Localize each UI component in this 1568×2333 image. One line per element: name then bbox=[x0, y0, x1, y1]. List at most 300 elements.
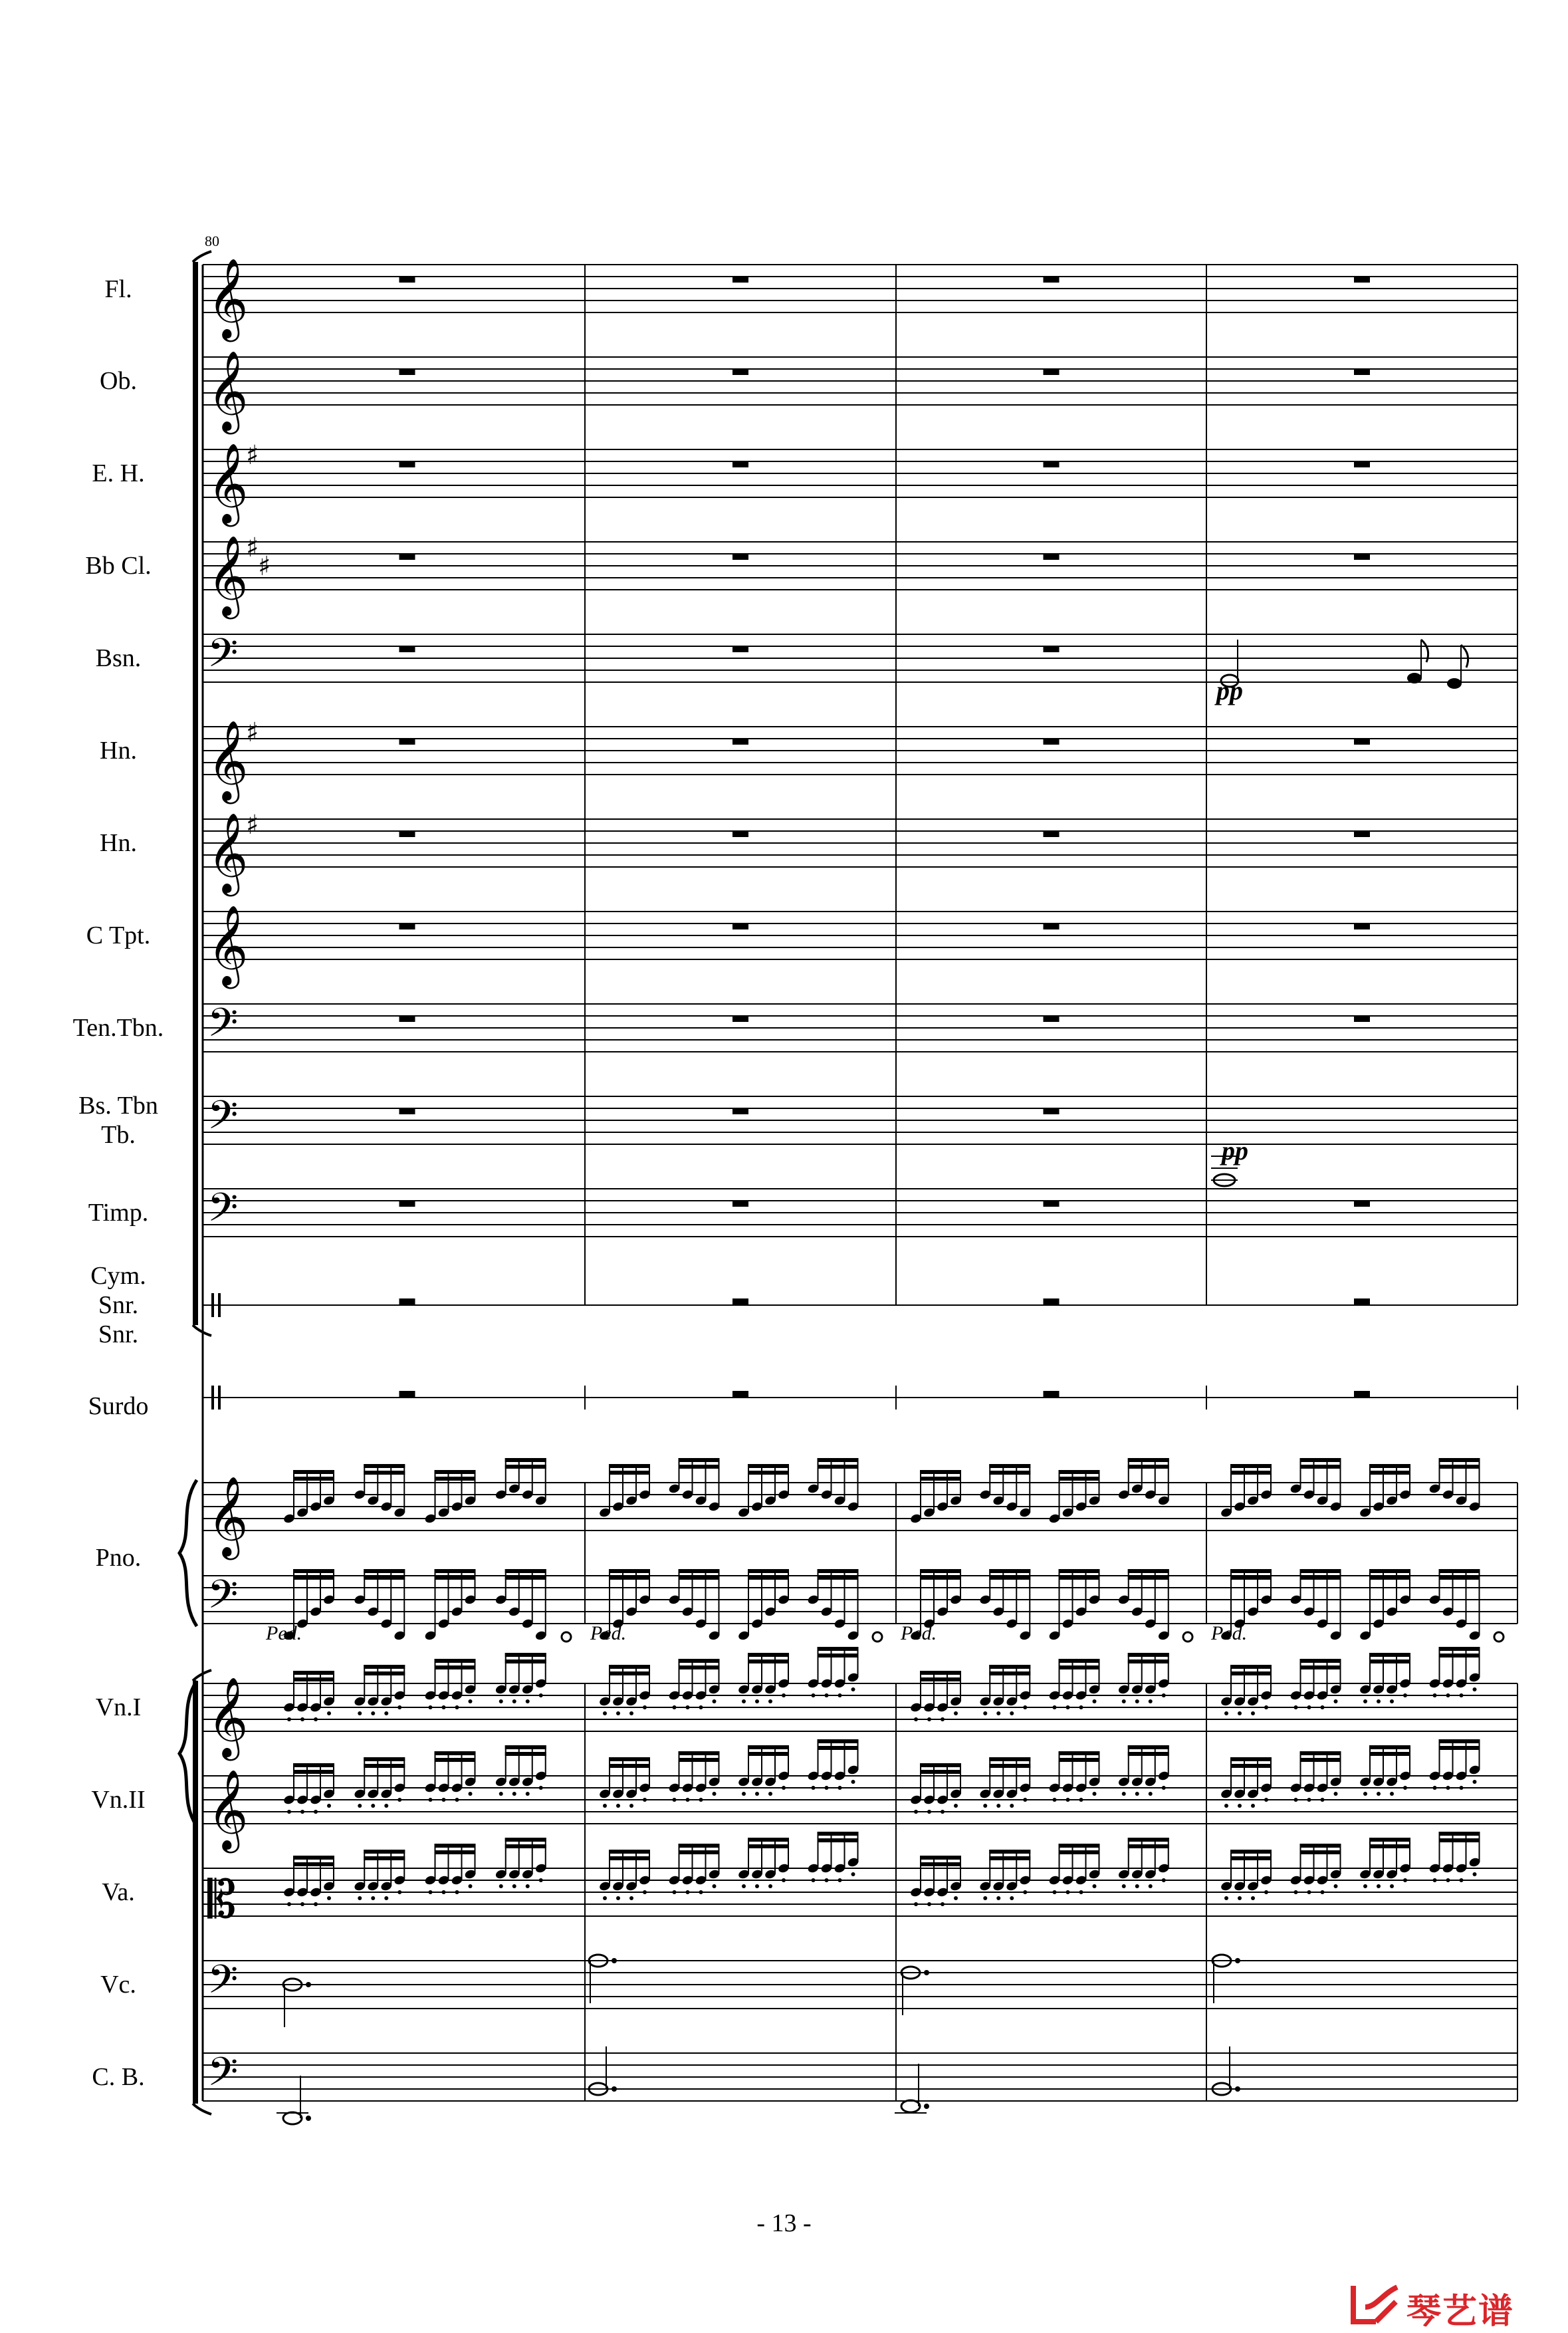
string-figure-beam bbox=[920, 1856, 961, 1860]
string-figure-staccato-dot bbox=[954, 1804, 958, 1808]
string-figure-staccato-dot bbox=[603, 1804, 607, 1808]
piano-lh-figure-beam bbox=[818, 1576, 859, 1580]
logo-text: 琴艺谱 bbox=[1406, 2292, 1515, 2332]
string-figure-beam bbox=[679, 1758, 720, 1762]
piano-rh-figure-beam bbox=[293, 1477, 334, 1481]
string-figure-staccato-dot bbox=[314, 1810, 318, 1814]
string-figure-staccato-dot bbox=[603, 1896, 607, 1900]
bass-trombone-dynamic: pp bbox=[1222, 1136, 1248, 1166]
piano-lh-figure-beam bbox=[435, 1576, 476, 1580]
string-figure-beam bbox=[435, 1751, 476, 1755]
string-figure-beam bbox=[435, 1844, 476, 1848]
treble-clef-icon: 𝄞 bbox=[207, 904, 249, 985]
piano-rh-figure-beam bbox=[1059, 1477, 1100, 1481]
string-figure-staccato-dot bbox=[1122, 1884, 1126, 1888]
string-figure-staccato-dot bbox=[371, 1711, 375, 1715]
piano-lh-figure-beam bbox=[364, 1576, 405, 1580]
string-figure-staccato-dot bbox=[1162, 1786, 1166, 1790]
string-figure-staccato-dot bbox=[1294, 1705, 1298, 1709]
string-figure-staccato-dot bbox=[1149, 1792, 1153, 1796]
whole-bar-rest bbox=[1044, 1201, 1060, 1207]
string-figure-beam bbox=[505, 1752, 546, 1756]
string-figure-staccato-dot bbox=[1473, 1872, 1477, 1876]
string-figure-staccato-dot bbox=[983, 1711, 987, 1715]
piano-rh-figure-beam bbox=[435, 1477, 476, 1481]
string-figure-beam bbox=[920, 1763, 961, 1767]
whole-bar-rest bbox=[1044, 646, 1060, 652]
string-figure-staccato-dot bbox=[327, 1711, 331, 1715]
string-figure-staccato-dot bbox=[629, 1711, 633, 1715]
string-figure-staccato-dot bbox=[812, 1693, 816, 1697]
string-figure-beam bbox=[505, 1844, 546, 1848]
string-figure-staccato-dot bbox=[914, 1902, 918, 1906]
string-figure-staccato-dot bbox=[686, 1705, 690, 1709]
piano-lh-figure-beam bbox=[920, 1569, 961, 1573]
string-figure-staccato-dot bbox=[1066, 1705, 1070, 1709]
string-figure-beam bbox=[1439, 1746, 1480, 1750]
whole-bar-rest bbox=[399, 461, 415, 467]
string-figure-staccato-dot bbox=[927, 1902, 931, 1906]
piano-rh-figure-beam bbox=[1230, 1471, 1272, 1475]
whole-bar-rest bbox=[732, 554, 748, 560]
string-figure-staccato-dot bbox=[782, 1693, 786, 1697]
string-figure-staccato-dot bbox=[1390, 1884, 1394, 1888]
label-timpani: Timp. bbox=[88, 1199, 149, 1227]
piano-rh-figure-beam bbox=[1439, 1458, 1480, 1462]
string-figure-staccato-dot bbox=[838, 1786, 842, 1790]
string-figure-staccato-dot bbox=[1377, 1792, 1381, 1796]
perc-clef-bar bbox=[218, 1293, 221, 1317]
string-figure-staccato-dot bbox=[1294, 1890, 1298, 1894]
label-horn-1: Hn. bbox=[100, 737, 137, 765]
whole-bar-rest bbox=[399, 1016, 415, 1022]
string-figure-staccato-dot bbox=[1403, 1878, 1407, 1882]
string-figure-beam bbox=[435, 1665, 476, 1669]
string-figure-beam bbox=[818, 1838, 859, 1842]
string-figure-staccato-dot bbox=[1307, 1705, 1311, 1709]
string-figure-beam bbox=[1230, 1856, 1272, 1860]
string-figure-staccato-dot bbox=[1264, 1890, 1268, 1894]
string-figure-staccato-dot bbox=[469, 1792, 473, 1796]
string-figure-staccato-dot bbox=[1334, 1884, 1338, 1888]
string-figure-staccato-dot bbox=[768, 1792, 772, 1796]
string-figure-beam bbox=[293, 1677, 334, 1681]
string-figure-staccato-dot bbox=[941, 1810, 945, 1814]
piano-rh-figure-beam bbox=[679, 1458, 720, 1462]
string-figure-staccato-dot bbox=[1433, 1693, 1437, 1697]
string-figure-staccato-dot bbox=[742, 1699, 746, 1703]
string-figure-staccato-dot bbox=[455, 1798, 459, 1802]
piano-lh-figure-beam bbox=[818, 1569, 859, 1573]
string-figure-staccato-dot bbox=[838, 1878, 842, 1882]
treble-clef-icon: 𝄞 bbox=[207, 1769, 249, 1850]
string-figure-staccato-dot bbox=[358, 1896, 362, 1900]
whole-bar-rest bbox=[732, 646, 748, 652]
piano-rh-figure-beam bbox=[748, 1464, 789, 1468]
string-figure-staccato-dot bbox=[1473, 1780, 1477, 1784]
string-figure-beam bbox=[435, 1659, 476, 1663]
string-figure-beam bbox=[364, 1764, 405, 1768]
whole-bar-rest bbox=[1044, 1391, 1060, 1397]
piano-lh-figure-beam bbox=[1369, 1576, 1410, 1580]
string-figure-staccato-dot bbox=[371, 1804, 375, 1808]
string-figure-beam bbox=[1369, 1752, 1410, 1756]
alto-clef-icon: 𝄡 bbox=[207, 1870, 237, 1930]
string-figure-beam bbox=[609, 1856, 650, 1860]
string-figure-staccato-dot bbox=[499, 1699, 503, 1703]
whole-bar-rest bbox=[1354, 1298, 1370, 1304]
string-figure-beam bbox=[1128, 1752, 1169, 1756]
string-figure-staccato-dot bbox=[1334, 1792, 1338, 1796]
string-figure-staccato-dot bbox=[300, 1902, 304, 1906]
string-figure-beam bbox=[364, 1671, 405, 1675]
pedal-mark-4: Ped. bbox=[1211, 1622, 1248, 1644]
string-figure-staccato-dot bbox=[1446, 1878, 1450, 1882]
string-figure-staccato-dot bbox=[1149, 1699, 1153, 1703]
whole-bar-rest bbox=[1354, 739, 1370, 745]
string-figure-staccato-dot bbox=[1321, 1890, 1325, 1894]
augmentation-dot bbox=[306, 2116, 311, 2121]
string-figure-beam bbox=[1369, 1838, 1410, 1842]
piano-rh-figure-beam bbox=[1300, 1465, 1341, 1469]
string-figure-staccato-dot bbox=[429, 1890, 433, 1894]
string-figure-staccato-dot bbox=[629, 1896, 633, 1900]
string-figure-beam bbox=[989, 1856, 1030, 1860]
piano-lh-figure-beam bbox=[1369, 1569, 1410, 1573]
string-figure-staccato-dot bbox=[996, 1711, 1000, 1715]
whole-bar-rest bbox=[1044, 923, 1060, 929]
string-figure-staccato-dot bbox=[996, 1804, 1000, 1808]
string-figure-staccato-dot bbox=[455, 1890, 459, 1894]
augmentation-dot bbox=[612, 2086, 617, 2092]
string-figure-beam bbox=[748, 1838, 789, 1842]
string-figure-staccato-dot bbox=[983, 1804, 987, 1808]
string-figure-beam bbox=[1128, 1745, 1169, 1749]
augmentation-dot bbox=[1235, 2086, 1240, 2092]
string-figure-staccato-dot bbox=[300, 1810, 304, 1814]
pedal-mark-2: Ped. bbox=[590, 1622, 627, 1644]
whole-bar-rest bbox=[399, 1298, 415, 1304]
string-figure-staccato-dot bbox=[539, 1693, 543, 1697]
bass-clef-icon: 𝄢 bbox=[207, 1956, 239, 2012]
whole-bar-rest bbox=[399, 739, 415, 745]
pedal-mark-3: Ped. bbox=[901, 1622, 937, 1644]
piano-rh-figure-beam bbox=[609, 1464, 650, 1468]
string-figure-beam bbox=[364, 1757, 405, 1761]
whole-bar-rest bbox=[399, 1108, 415, 1114]
string-figure-staccato-dot bbox=[1023, 1890, 1027, 1894]
whole-bar-rest bbox=[732, 1016, 748, 1022]
piano-rh-figure-beam bbox=[609, 1471, 650, 1475]
piano-rh-figure-beam bbox=[920, 1477, 961, 1481]
string-figure-staccato-dot bbox=[1010, 1804, 1014, 1808]
string-figure-beam bbox=[1230, 1850, 1272, 1854]
string-figure-staccato-dot bbox=[996, 1896, 1000, 1900]
bracket-strings-bottom bbox=[193, 2104, 211, 2114]
piano-rh-figure-beam bbox=[364, 1471, 405, 1475]
piano-rh-figure-beam bbox=[505, 1458, 546, 1462]
string-figure-staccato-dot bbox=[1093, 1884, 1097, 1888]
string-figure-beam bbox=[1059, 1850, 1100, 1854]
string-figure-staccato-dot bbox=[742, 1884, 746, 1888]
whole-bar-rest bbox=[1044, 831, 1060, 837]
string-figure-staccato-dot bbox=[1334, 1699, 1338, 1703]
bass-clef-icon: 𝄢 bbox=[207, 2048, 239, 2104]
pedal-release-icon bbox=[873, 1632, 882, 1642]
bass-clef-icon: 𝄢 bbox=[207, 1571, 239, 1627]
string-figure-beam bbox=[1230, 1757, 1272, 1761]
string-figure-staccato-dot bbox=[616, 1896, 620, 1900]
whole-bar-rest bbox=[732, 923, 748, 929]
string-figure-staccato-dot bbox=[300, 1717, 304, 1721]
whole-bar-rest bbox=[1354, 1391, 1370, 1397]
string-figure-staccato-dot bbox=[713, 1699, 717, 1703]
string-figure-staccato-dot bbox=[1321, 1705, 1325, 1709]
bassoon-eighth-note bbox=[1447, 678, 1462, 689]
treble-clef-icon: 𝄞 bbox=[207, 1475, 249, 1556]
string-figure-beam bbox=[679, 1751, 720, 1755]
string-figure-staccato-dot bbox=[1023, 1705, 1027, 1709]
string-figure-staccato-dot bbox=[397, 1705, 401, 1709]
whole-bar-rest bbox=[1354, 369, 1370, 375]
string-figure-beam bbox=[609, 1757, 650, 1761]
string-figure-beam bbox=[505, 1659, 546, 1663]
piano-rh-figure-beam bbox=[1128, 1458, 1169, 1462]
string-figure-beam bbox=[920, 1671, 961, 1675]
string-figure-staccato-dot bbox=[851, 1687, 855, 1691]
string-figure-staccato-dot bbox=[1264, 1798, 1268, 1802]
whole-bar-rest bbox=[399, 831, 415, 837]
string-figure-beam bbox=[989, 1671, 1030, 1675]
string-figure-staccato-dot bbox=[616, 1804, 620, 1808]
string-figure-beam bbox=[1439, 1838, 1480, 1842]
piano-rh-figure-beam bbox=[1128, 1465, 1169, 1469]
string-figure-staccato-dot bbox=[1238, 1896, 1242, 1900]
string-figure-staccato-dot bbox=[1010, 1896, 1014, 1900]
string-figure-staccato-dot bbox=[1377, 1699, 1381, 1703]
string-figure-beam bbox=[293, 1856, 334, 1860]
string-figure-staccato-dot bbox=[512, 1792, 516, 1796]
label-oboe: Ob. bbox=[100, 367, 137, 395]
string-figure-staccato-dot bbox=[1224, 1711, 1228, 1715]
string-figure-staccato-dot bbox=[755, 1792, 759, 1796]
treble-clef-icon: 𝄞 bbox=[207, 719, 249, 800]
piano-rh-figure-beam bbox=[505, 1465, 546, 1469]
string-figure-beam bbox=[1059, 1665, 1100, 1669]
label-cello: Vc. bbox=[100, 1971, 136, 1999]
piano-rh-figure-beam bbox=[435, 1470, 476, 1474]
string-figure-staccato-dot bbox=[1093, 1792, 1097, 1796]
string-figure-beam bbox=[1059, 1659, 1100, 1663]
string-figure-staccato-dot bbox=[1460, 1693, 1464, 1697]
string-figure-staccato-dot bbox=[1251, 1896, 1255, 1900]
string-figure-beam bbox=[920, 1677, 961, 1681]
string-figure-staccato-dot bbox=[429, 1798, 433, 1802]
augmentation-dot bbox=[306, 1982, 311, 1987]
sharp-icon: ♯ bbox=[246, 440, 259, 471]
string-figure-staccato-dot bbox=[1053, 1890, 1057, 1894]
string-figure-staccato-dot bbox=[1460, 1786, 1464, 1790]
string-figure-beam bbox=[1369, 1659, 1410, 1663]
measure-number: 80 bbox=[205, 233, 219, 249]
piano-lh-figure-beam bbox=[989, 1576, 1030, 1580]
string-figure-staccato-dot bbox=[983, 1896, 987, 1900]
string-figure-beam bbox=[989, 1764, 1030, 1768]
whole-bar-rest bbox=[732, 739, 748, 745]
pedal-release-icon bbox=[1183, 1632, 1192, 1642]
string-figure-staccato-dot bbox=[1079, 1705, 1083, 1709]
string-figure-beam bbox=[609, 1671, 650, 1675]
string-figure-beam bbox=[1369, 1844, 1410, 1848]
string-figure-staccato-dot bbox=[673, 1705, 677, 1709]
piano-rh-figure-beam bbox=[989, 1464, 1030, 1468]
string-figure-staccato-dot bbox=[384, 1896, 388, 1900]
whole-bar-rest bbox=[399, 646, 415, 652]
string-figure-beam bbox=[293, 1862, 334, 1866]
string-figure-staccato-dot bbox=[954, 1711, 958, 1715]
piano-lh-figure-beam bbox=[364, 1569, 405, 1573]
string-figure-staccato-dot bbox=[442, 1705, 446, 1709]
string-figure-staccato-dot bbox=[371, 1896, 375, 1900]
treble-clef-icon: 𝄞 bbox=[207, 812, 249, 893]
piano-rh-figure-beam bbox=[1230, 1464, 1272, 1468]
string-figure-staccato-dot bbox=[616, 1711, 620, 1715]
string-figure-beam bbox=[1230, 1665, 1272, 1669]
whole-bar-rest bbox=[1354, 554, 1370, 560]
string-figure-staccato-dot bbox=[1460, 1878, 1464, 1882]
whole-bar-rest bbox=[732, 461, 748, 467]
string-figure-staccato-dot bbox=[1264, 1705, 1268, 1709]
string-figure-staccato-dot bbox=[397, 1890, 401, 1894]
string-figure-staccato-dot bbox=[825, 1878, 829, 1882]
string-figure-staccato-dot bbox=[927, 1717, 931, 1721]
string-figure-staccato-dot bbox=[1390, 1792, 1394, 1796]
augmentation-dot bbox=[924, 1970, 929, 1975]
treble-clef-icon: 𝄞 bbox=[207, 442, 249, 523]
whole-bar-rest bbox=[399, 277, 415, 283]
string-figure-staccato-dot bbox=[768, 1884, 772, 1888]
string-figure-staccato-dot bbox=[1307, 1890, 1311, 1894]
piano-lh-figure-beam bbox=[293, 1576, 334, 1580]
piano-lh-figure-beam bbox=[505, 1576, 546, 1580]
publisher-logo bbox=[1349, 2280, 1549, 2332]
string-figure-staccato-dot bbox=[742, 1792, 746, 1796]
treble-clef-icon: 𝄞 bbox=[207, 350, 249, 431]
string-figure-staccato-dot bbox=[1251, 1804, 1255, 1808]
string-figure-staccato-dot bbox=[838, 1693, 842, 1697]
string-figure-staccato-dot bbox=[673, 1890, 677, 1894]
string-figure-staccato-dot bbox=[1010, 1711, 1014, 1715]
whole-bar-rest bbox=[1354, 277, 1370, 283]
bassoon-dynamic: pp bbox=[1216, 675, 1243, 705]
piano-lh-figure-beam bbox=[679, 1576, 720, 1580]
label-contrabass: C. B. bbox=[92, 2063, 145, 2091]
string-figure-staccato-dot bbox=[512, 1699, 516, 1703]
label-tenor-trombone: Ten.Tbn. bbox=[72, 1014, 164, 1042]
sharp-icon: ♯ bbox=[246, 717, 259, 748]
string-figure-staccato-dot bbox=[1390, 1699, 1394, 1703]
treble-clef-icon: 𝄞 bbox=[207, 1676, 249, 1757]
string-figure-staccato-dot bbox=[686, 1890, 690, 1894]
contrabass-dotted-half-note bbox=[283, 2112, 302, 2124]
string-figure-staccato-dot bbox=[954, 1896, 958, 1900]
string-figure-staccato-dot bbox=[327, 1896, 331, 1900]
string-figure-staccato-dot bbox=[442, 1890, 446, 1894]
string-figure-staccato-dot bbox=[699, 1798, 703, 1802]
string-figure-beam bbox=[1439, 1832, 1480, 1836]
string-figure-beam bbox=[679, 1665, 720, 1669]
string-figure-staccato-dot bbox=[499, 1792, 503, 1796]
string-figure-beam bbox=[1300, 1665, 1341, 1669]
string-figure-staccato-dot bbox=[1377, 1884, 1381, 1888]
piano-rh-figure-beam bbox=[818, 1465, 859, 1469]
label-bassoon: Bsn. bbox=[95, 644, 142, 672]
contrabass-dotted-half-note bbox=[901, 2100, 920, 2112]
string-figure-beam bbox=[748, 1745, 789, 1749]
string-figure-staccato-dot bbox=[469, 1699, 473, 1703]
string-figure-staccato-dot bbox=[782, 1786, 786, 1790]
augmentation-dot bbox=[924, 2104, 929, 2109]
string-figure-staccato-dot bbox=[603, 1711, 607, 1715]
label-percussion: Cym. Snr. Snr. bbox=[90, 1262, 146, 1348]
string-figure-beam bbox=[1369, 1653, 1410, 1657]
string-figure-beam bbox=[1369, 1745, 1410, 1749]
pedal-release-icon bbox=[1494, 1632, 1504, 1642]
piano-rh-figure-beam bbox=[920, 1470, 961, 1474]
string-figure-beam bbox=[1230, 1764, 1272, 1768]
bassoon-eighth-note bbox=[1407, 673, 1422, 683]
string-figure-staccato-dot bbox=[442, 1798, 446, 1802]
whole-bar-rest bbox=[399, 554, 415, 560]
string-figure-staccato-dot bbox=[629, 1804, 633, 1808]
piano-lh-figure-beam bbox=[1300, 1576, 1341, 1580]
string-figure-staccato-dot bbox=[713, 1884, 717, 1888]
bracket-winds bbox=[193, 262, 198, 1325]
whole-bar-rest bbox=[732, 277, 748, 283]
whole-bar-rest bbox=[732, 369, 748, 375]
string-figure-beam bbox=[679, 1659, 720, 1663]
string-figure-staccato-dot bbox=[699, 1890, 703, 1894]
string-figure-staccato-dot bbox=[927, 1810, 931, 1814]
label-violin-1: Vn.I bbox=[95, 1693, 142, 1721]
piano-lh-figure-beam bbox=[505, 1569, 546, 1573]
piano-rh-figure-beam bbox=[364, 1464, 405, 1468]
whole-bar-rest bbox=[1044, 739, 1060, 745]
page-number: - 13 - bbox=[756, 2209, 812, 2237]
string-figure-staccato-dot bbox=[1122, 1699, 1126, 1703]
string-figure-beam bbox=[818, 1647, 859, 1651]
string-figure-staccato-dot bbox=[812, 1878, 816, 1882]
whole-bar-rest bbox=[1354, 923, 1370, 929]
piano-rh-figure-beam bbox=[818, 1458, 859, 1462]
string-figure-staccato-dot bbox=[713, 1792, 717, 1796]
string-figure-beam bbox=[748, 1659, 789, 1663]
string-figure-staccato-dot bbox=[914, 1717, 918, 1721]
whole-bar-rest bbox=[1044, 554, 1060, 560]
string-figure-staccato-dot bbox=[643, 1705, 647, 1709]
string-figure-staccato-dot bbox=[287, 1717, 291, 1721]
string-figure-beam bbox=[609, 1850, 650, 1854]
string-figure-staccato-dot bbox=[397, 1798, 401, 1802]
string-figure-beam bbox=[920, 1770, 961, 1774]
string-figure-beam bbox=[1300, 1751, 1341, 1755]
string-figure-beam bbox=[818, 1654, 859, 1658]
piano-lh-figure-beam bbox=[1230, 1576, 1272, 1580]
string-figure-beam bbox=[818, 1832, 859, 1836]
string-figure-staccato-dot bbox=[1363, 1699, 1367, 1703]
label-english-horn: E. H. bbox=[92, 459, 145, 487]
string-figure-staccato-dot bbox=[1093, 1699, 1097, 1703]
